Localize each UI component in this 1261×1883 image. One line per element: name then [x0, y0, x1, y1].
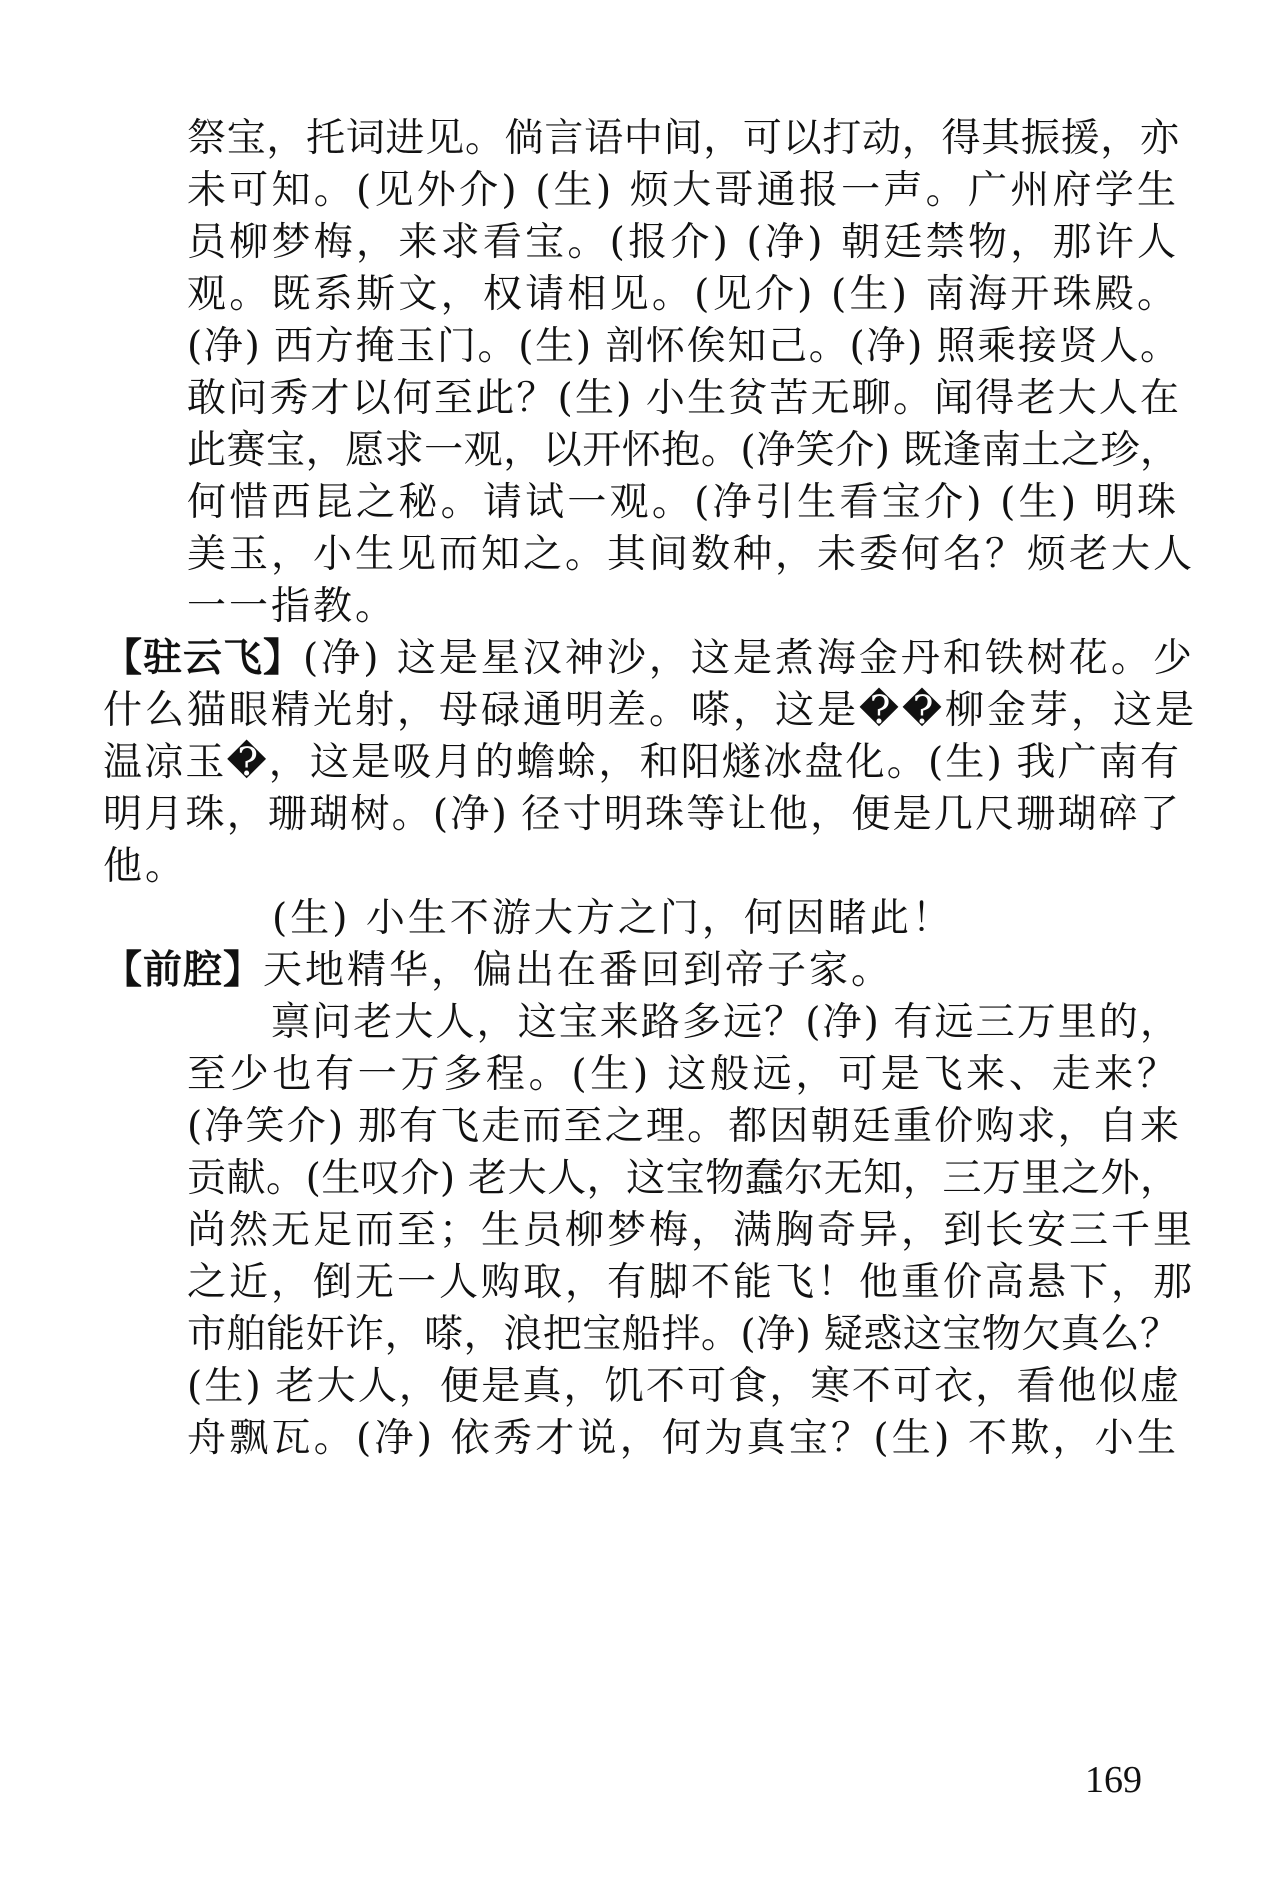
text-line: 未可知。(见外介) (生) 烦大哥通报一声。广州府学生 — [187, 168, 1179, 213]
text-line: 之近，倒无一人购取，有脚不能飞！他重价高悬下，那 — [187, 1260, 1196, 1305]
text-line: 温凉玉�，这是吸月的蟾蜍，和阳燧冰盘化。(生) 我广南有 — [103, 740, 1179, 785]
tune-title: 【前腔】 — [103, 949, 264, 992]
text-line: 贡献。(生叹介) 老大人，这宝物蠢尔无知，三万里之外， — [187, 1156, 1179, 1201]
text-line: 禀问老大人，这宝来路多远？(净) 有远三万里的， — [271, 1000, 1179, 1045]
centered-line: (生) 小生不游大方之门，何因睹此！ — [272, 896, 954, 941]
text-line: 什么猫眼精光射，母碌通明差。嗏，这是��柳金芽，这是 — [103, 688, 1197, 733]
tune-text: (净) 这是星汉神沙，这是煮海金丹和铁树花。少 — [303, 636, 1195, 681]
text-line: 舟飘瓦。(净) 依秀才说，何为真宝？(生) 不欺，小生 — [187, 1416, 1179, 1461]
tune-title: 【驻云飞】 — [103, 637, 304, 680]
text-line: 祭宝，托词进见。倘言语中间，可以打动，得其振援，亦 — [187, 116, 1179, 161]
tune-text: 天地精华，偏出在番回到帝子家。 — [263, 948, 894, 993]
text-line: 员柳梦梅，来求看宝。(报介) (净) 朝廷禁物，那许人 — [187, 220, 1179, 265]
text-line: 敢问秀才以何至此？(生) 小生贫苦无聊。闻得老大人在 — [187, 376, 1179, 421]
text-line: 至少也有一万多程。(生) 这般远，可是飞来、走来？ — [187, 1052, 1179, 1097]
text-line: 尚然无足而至；生员柳梦梅，满胸奇异，到长安三千里 — [187, 1208, 1196, 1253]
text-line: 美玉，小生见而知之。其间数种，未委何名？烦老大人 — [187, 532, 1196, 577]
text-line: 明月珠，珊瑚树。(净) 径寸明珠等让他，便是几尺珊瑚碎了 — [103, 792, 1179, 837]
text-line: 何惜西昆之秘。请试一观。(净引生看宝介) (生) 明珠 — [187, 480, 1179, 525]
text-line: 他。 — [103, 844, 188, 889]
text-line: (净笑介) 那有飞走而至之理。都因朝廷重价购求，自来 — [187, 1104, 1179, 1149]
page-number: 169 — [1085, 1759, 1142, 1801]
text-line: 此赛宝，愿求一观，以开怀抱。(净笑介) 既逢南土之珍， — [187, 428, 1179, 473]
text-line: 观。既系斯文，权请相见。(见介) (生) 南海开珠殿。 — [187, 272, 1179, 317]
text-line: (净) 西方掩玉门。(生) 剖怀俟知己。(净) 照乘接贤人。 — [187, 324, 1179, 369]
text-line: 一一指教。 — [187, 584, 398, 629]
text-line: 市舶能奸诈，嗏，浪把宝船拌。(净) 疑惑这宝物欠真么？ — [187, 1312, 1179, 1357]
text-line: (生) 老大人，便是真，饥不可食，寒不可衣，看他似虚 — [187, 1364, 1179, 1409]
